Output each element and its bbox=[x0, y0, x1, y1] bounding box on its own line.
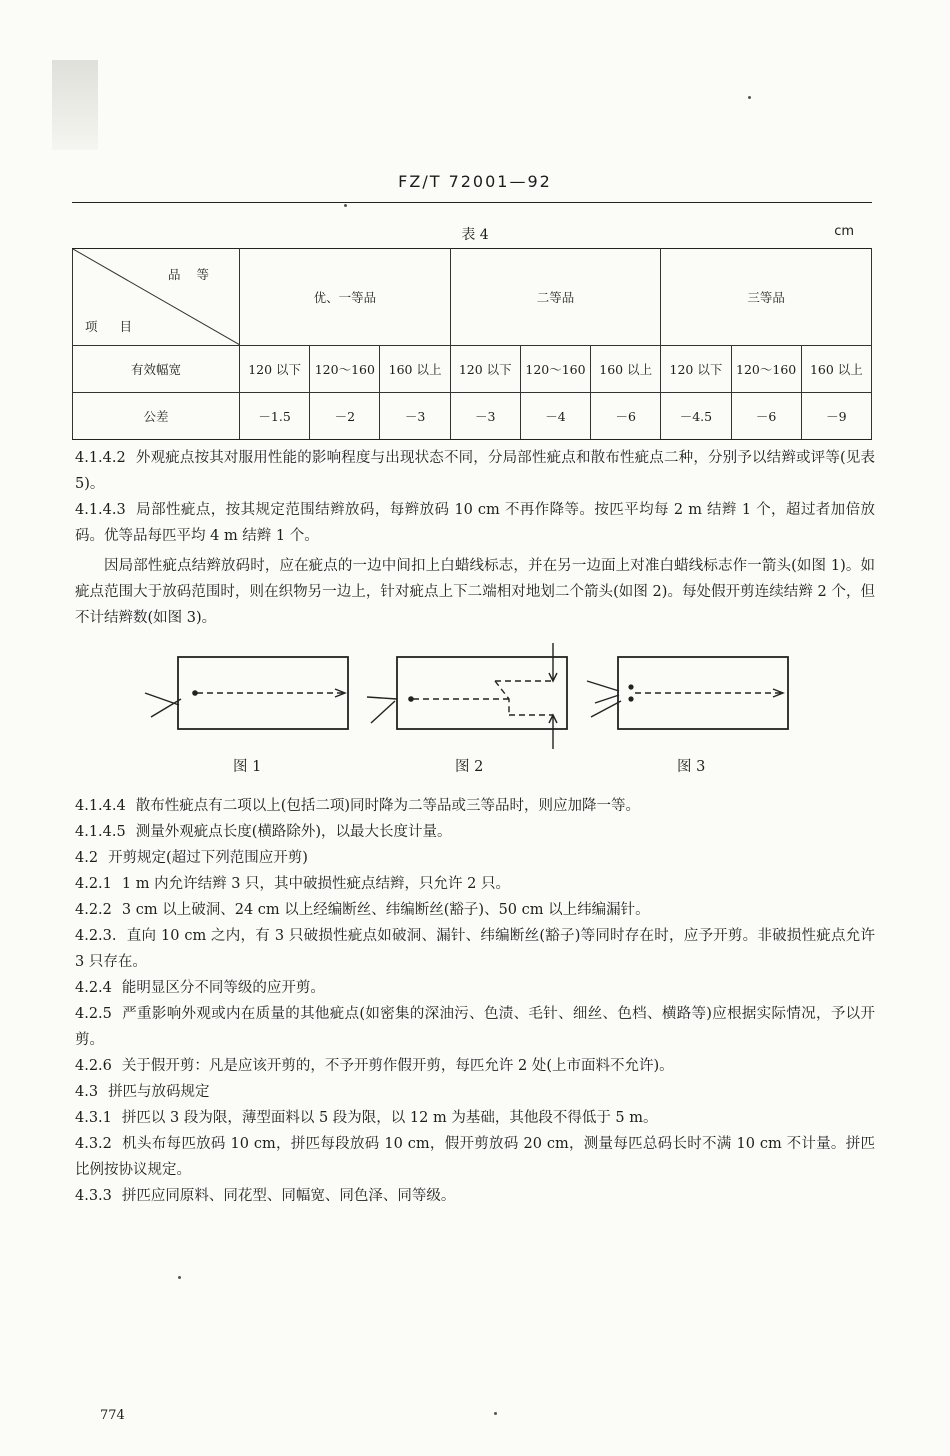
clause-text: 测量外观疵点长度(横路除外)，以最大长度计量。 bbox=[135, 824, 452, 840]
table-cell: －6 bbox=[731, 393, 801, 440]
clause-number: 4.3.1 bbox=[75, 1110, 112, 1126]
paragraph bbox=[75, 497, 875, 549]
table-cell: 120 以下 bbox=[661, 346, 731, 393]
paragraph bbox=[75, 1001, 875, 1053]
clause-number: 4.1.4.5 bbox=[75, 824, 126, 840]
clause-text: 散布性疵点有二项以上(包括二项)同时降为二等品或三等品时，则应加降一等。 bbox=[135, 798, 641, 814]
clause-number: 4.3.2 bbox=[75, 1136, 112, 1152]
corner-cell bbox=[73, 249, 240, 346]
clause-number: 4.2.5 bbox=[75, 1006, 112, 1022]
table-unit: cm bbox=[834, 224, 854, 239]
row-label: 有效幅宽 bbox=[73, 346, 240, 393]
tolerance-table bbox=[72, 248, 872, 440]
table-caption: 表 4 bbox=[461, 227, 489, 243]
paragraph bbox=[75, 871, 875, 897]
table-cell: －4.5 bbox=[661, 393, 731, 440]
scan-smudge bbox=[52, 60, 98, 150]
paragraph bbox=[75, 975, 875, 1001]
clause-text: 直向 10 cm 之内，有 3 只破损性疵点如破洞、漏针、纬编断丝(豁子)等同时存在时，应予开剪。非破损性疵点允许 3 只存在。 bbox=[75, 928, 875, 970]
grade-header: 优、一等品 bbox=[240, 249, 451, 346]
scan-speck bbox=[178, 1276, 181, 1279]
table-cell: －9 bbox=[801, 393, 871, 440]
clause-number: 4.1.4.4 bbox=[75, 798, 126, 814]
table-cell: －1.5 bbox=[240, 393, 310, 440]
tolerance-row bbox=[73, 393, 872, 440]
clause-number: 4.3.3 bbox=[75, 1188, 112, 1204]
table-cell: 120 以下 bbox=[450, 346, 520, 393]
header-rule bbox=[72, 202, 872, 203]
clause-number: 4.2.2 bbox=[75, 902, 112, 918]
table-cell: －2 bbox=[310, 393, 380, 440]
table-cell: 160 以上 bbox=[380, 346, 450, 393]
table-cell: －3 bbox=[450, 393, 520, 440]
figure-3-label: 图 3 bbox=[677, 759, 706, 775]
clause-text: 1 m 内允许结辫 3 只，其中破损性疵点结辫，只允许 2 只。 bbox=[121, 876, 510, 892]
paragraph bbox=[75, 1131, 875, 1183]
width-row bbox=[73, 346, 872, 393]
paragraph bbox=[75, 793, 875, 819]
figure-2-wax-mark bbox=[408, 696, 414, 702]
paragraph bbox=[75, 897, 875, 923]
figure-3-drawing bbox=[587, 657, 788, 729]
paragraph bbox=[75, 445, 875, 497]
clause-text: 拼匹应同原料、同花型、同幅宽、同色泽、同等级。 bbox=[121, 1188, 456, 1204]
clause-number: 4.3 bbox=[75, 1084, 99, 1100]
corner-bottom-label: 项目 bbox=[85, 319, 155, 334]
figure-2-label: 图 2 bbox=[455, 759, 484, 775]
clause-number: 4.2.6 bbox=[75, 1058, 112, 1074]
clause-text: 关于假开剪：凡是应该开剪的，不予开剪作假开剪，每匹允许 2 处(上市面料不允许)。 bbox=[121, 1058, 674, 1074]
paragraph bbox=[75, 1079, 875, 1105]
table-cell: 120～160 bbox=[731, 346, 801, 393]
table-cell: 120～160 bbox=[310, 346, 380, 393]
table-cell: －3 bbox=[380, 393, 450, 440]
clause-number: 4.2.4 bbox=[75, 980, 112, 996]
table-cell: 120 以下 bbox=[240, 346, 310, 393]
clause-text: 严重影响外观或内在质量的其他疵点(如密集的深油污、色渍、毛针、细丝、色档、横路等)应根据实际情况，予以开剪。 bbox=[75, 1006, 875, 1048]
figure-1-wax-mark bbox=[192, 690, 198, 696]
page-number: 774 bbox=[100, 1408, 125, 1423]
table-cell: －4 bbox=[520, 393, 590, 440]
clause-number: 4.2.3. bbox=[75, 928, 117, 944]
clause-text: 能明显区分不同等级的应开剪。 bbox=[121, 980, 325, 996]
table-cell: －6 bbox=[591, 393, 661, 440]
figure-3-wax-mark bbox=[628, 696, 633, 701]
table-header-row bbox=[73, 249, 872, 346]
body-text bbox=[75, 445, 875, 1209]
clause-number: 4.2.1 bbox=[75, 876, 112, 892]
paragraph bbox=[75, 923, 875, 975]
clause-number: 4.2 bbox=[75, 850, 99, 866]
clause-text: 3 cm 以上破洞、24 cm 以上经编断丝、纬编断丝(豁子)、50 cm 以上纬编漏针。 bbox=[121, 902, 650, 918]
scan-speck bbox=[344, 204, 347, 207]
paragraph bbox=[75, 1105, 875, 1131]
figure-1-label: 图 1 bbox=[233, 759, 262, 775]
grade-header: 三等品 bbox=[661, 249, 872, 346]
defect-marking-diagrams bbox=[75, 641, 875, 751]
grade-header: 二等品 bbox=[450, 249, 661, 346]
clause-text: 局部性疵点，按其规定范围结辫放码，每辫放码 10 cm 不再作降等。按匹平均每 2 m 结辫 1 个，超过者加倍放码。优等品每匹平均 4 m 结辫 1 个。 bbox=[75, 502, 875, 544]
clause-text: 外观疵点按其对服用性能的影响程度与出现状态不同，分局部性疵点和散布性疵点二种，分别予以结辫或评等(见表 5)。 bbox=[75, 450, 875, 492]
clause-text: 机头布每匹放码 10 cm，拼匹每段放码 10 cm，假开剪放码 20 cm，测量每匹总码长时不满 10 cm 不计量。拼匹比例按协议规定。 bbox=[75, 1136, 875, 1178]
scan-speck bbox=[748, 96, 751, 99]
paragraph: 因局部性疵点结辫放码时，应在疵点的一边中间扣上白蜡线标志，并在另一边面上对准白蜡线标志作一箭头(如图 1)。如疵点范围大于放码范围时，则在织物另一边上，针对疵点上下二端相对地划二个箭头(如图 2)。每处假开剪连续结辫 2 个，但不计结辫数(如图 3)。 bbox=[75, 558, 875, 626]
figure-2-drawing bbox=[367, 643, 567, 749]
clause-number: 4.1.4.3 bbox=[75, 502, 126, 518]
paragraph bbox=[75, 845, 875, 871]
table-cell: 160 以上 bbox=[801, 346, 871, 393]
corner-top-label: 品等 bbox=[167, 267, 225, 282]
clause-text: 拼匹以 3 段为限，薄型面料以 5 段为限，以 12 m 为基础，其他段不得低于 5 m。 bbox=[121, 1110, 658, 1126]
row-label: 公差 bbox=[73, 393, 240, 440]
clause-text: 拼匹与放码规定 bbox=[108, 1084, 210, 1100]
paragraph bbox=[75, 1183, 875, 1209]
standard-code-header: FZ/T 72001—92 bbox=[398, 172, 552, 191]
scan-speck bbox=[494, 1412, 497, 1415]
figure-1-drawing bbox=[145, 657, 348, 729]
clause-number: 4.1.4.2 bbox=[75, 450, 126, 466]
figure-3-wax-mark bbox=[628, 684, 633, 689]
table-cell: 160 以上 bbox=[591, 346, 661, 393]
paragraph bbox=[75, 819, 875, 845]
paragraph bbox=[75, 1053, 875, 1079]
clause-text: 开剪规定(超过下列范围应开剪) bbox=[108, 850, 308, 866]
table-cell: 120～160 bbox=[520, 346, 590, 393]
figures-row bbox=[75, 641, 875, 791]
